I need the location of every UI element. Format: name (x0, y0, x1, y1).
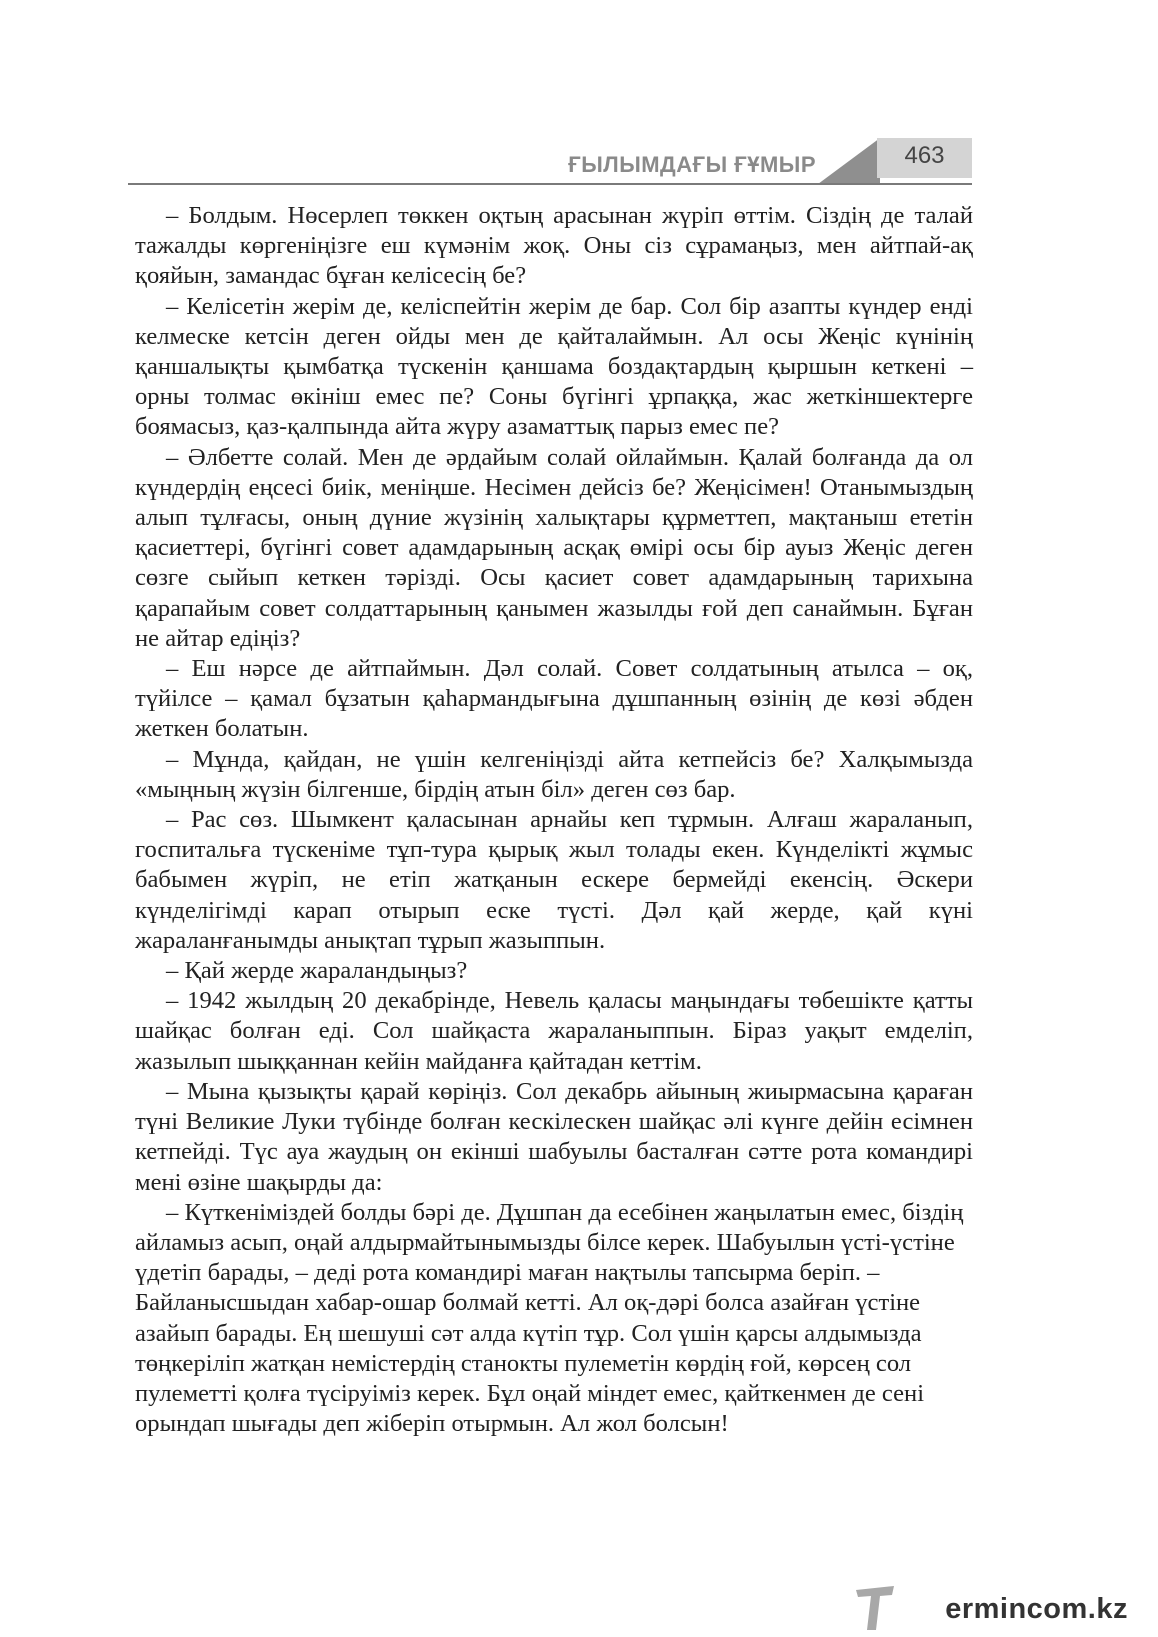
running-title: ҒЫЛЫМДАҒЫ ҒҰМЫР (568, 152, 816, 177)
header-wedge-decoration (818, 138, 880, 184)
paragraph: – Қай жерде жараландыңыз? (166, 957, 468, 985)
paragraph: – Күткеніміздей болды бәрі де. Дұшпан да есебінен жаңылатын емес, біздің айламыз асып, оңай алдырмайтынымызды білсе керек. Шабуылын үсті-үстіне үдетіп барады, – деді рота командирі маған нақтылы тапсырма беріп. – Байланысшыдан хабар-ошар болмай кетті. Ал оқ-дәрі болса азайған үстіне азайып барады. Ең шешуші сәт алда күтіп тұр. Сол үшін қарсы алдымызда төңкеріліп жатқан немістердің станокты пулеметін көрдің ғой, көрсең сол пулеметті қолға түсіруіміз керек. Бұл оңай міндет емес, қайткенмен де сені орындап шығады деп жіберіп отырмын. Ал жол болсын! (135, 1198, 964, 1438)
page-number: 463 (904, 142, 945, 169)
paragraph: – Болдым. Нөсерлеп төккен оқтың арасынан жүріп өттім. Сіздің де талай тажалды көргеніңізге еш күмәнім жоқ. Оны сіз сұрамаңыз, мен айтпай-ақ қояйын, замандас бұған келісесің бе? (135, 202, 973, 290)
paragraph: – Келісетін жерім де, келіспейтін жерім де бар. Сол бір азапты күндер енді келмеске кетсін деген ойды мен де қайталаймын. Ал осы Жеңіс күнінің қаншалықты қымбатқа түскенін қаншама боздақтардың қыршын кеткені – орны толмас өкініш емес пе? Соны бүгінгі ұрпаққа, жас жеткіншектерге боямасыз, қаз-қалпында айта жүру азаматтық парыз емес пе? (135, 292, 973, 441)
paragraph: – Еш нәрсе де айтпаймын. Дәл солай. Совет солдатының атылса – оқ, түйілсе – қамал бұзатын қаһармандығына дұшпанның өзінің де көзі әбден жеткен болатын. (135, 655, 973, 743)
paragraph: – Рас сөз. Шымкент қаласынан арнайы кеп тұрмын. Алғаш жараланып, госпитальға түскеніме тұп-тура қырық жыл толады екен. Күнделікті жұмыс бабымен жүріп, не етіп жатқанын ескере бермейді екенсің. Әскери күнделігімді карап отырып еске түсті. Дәл қай жерде, қай күні жараланғанымды анықтап тұрып жазыппын. (135, 806, 973, 954)
running-header (128, 138, 972, 186)
watermark-text: ermincom.kz (945, 1593, 1128, 1625)
main-text (135, 201, 973, 1439)
header-rule (128, 183, 972, 185)
paragraph: – Мына қызықты қарай көріңіз. Сол декабрь айының жиырмасына қараған түні Великие Луки түбінде болған кескілескен шайқас әлі күнге дейін есімнен кетпейді. Түс ауа жаудың он екінші шабуылы басталған сәтте рота командирі мені өзіне шақырды да: (135, 1077, 973, 1196)
paragraph: – Әлбетте солай. Мен де әрдайым солай ойлаймын. Қалай болғанда да ол күндердің еңсесі биік, меніңше. Несімен дейсіз бе? Жеңісімен! Отанымыздың алып тұлғасы, оның дүние жүзінің халықтары құрметтеп, мақтаныш ететін қасиеттері, бүгінгі совет адамдарының асқақ өмірі осы бір ауыз Жеңіс деген сөзге сыйып кеткен тәрізді. Осы қасиет совет адамдарының тарихына қарапайым совет солдаттарының қанымен жазылды ғой деп санаймын. Бұған не айтар едіңіз? (135, 443, 973, 652)
paragraph: – Мұнда, қайдан, не үшін келгеніңізді айта кетпейсіз бе? Халқымызда «мыңның жүзін білгенше, бірдің атын біл» деген сөз бар. (135, 745, 973, 803)
watermark-logo-icon (856, 1586, 894, 1630)
paragraph: – 1942 жылдың 20 декабрінде, Невель қаласы маңындағы төбешікте қатты шайқас болған еді. Сол шайқаста жараланыппын. Біраз уақыт емделіп, жазылып шыққаннан кейін майданға қайтадан кеттім. (135, 987, 973, 1075)
